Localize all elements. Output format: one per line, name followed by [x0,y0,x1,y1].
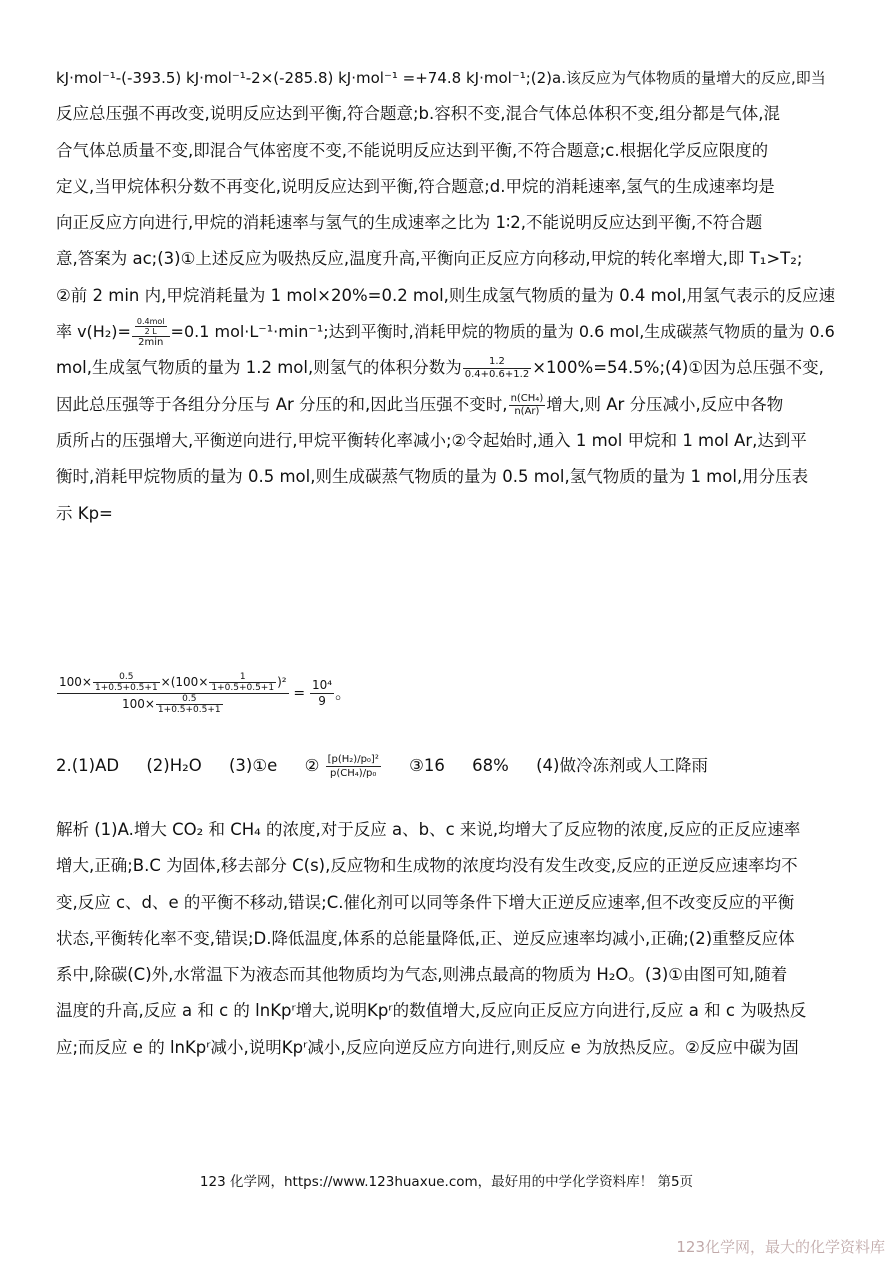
solution-paragraph-1 [56,60,838,532]
kp-result [310,678,334,709]
answer-1: 2.(1)AD [56,756,120,775]
kp-c-num: 0.5 [156,694,223,705]
answer-6: 68% [472,756,509,775]
text-line: 质所占的压强增大,平衡逆向进行,甲烷平衡转化率减小;②令起始时,通入 1 mol 甲烷和 1 mol Ar,达到平 [56,430,807,450]
rate-line [56,314,838,350]
kp-b-num: 1 [209,672,276,683]
kp-b-den: 1+0.5+0.5+1 [211,683,275,693]
answer-4-den: p(CH₄)/p₀ [330,768,377,779]
kp-c-den: 1+0.5+0.5+1 [157,705,221,715]
kp-b-close: )² [277,675,287,689]
mole-ratio-num: n(CH₄) [510,392,544,404]
analysis-paragraph [56,812,838,1066]
kp-c-coef: 100× [121,697,155,711]
rate-post: =0.1 mol·L⁻¹·min⁻¹;达到平衡时,消耗甲烷的物质的量为 0.6 mol,生成碳蒸气物质的量为 0.6 [170,322,835,342]
text-line: kJ·mol⁻¹-(-393.5) kJ·mol⁻¹-2×(-285.8) kJ·mol⁻¹ =+74.8 kJ·mol⁻¹;(2)a.该反应为气体物质的量增大的反应,即当 [56,69,826,87]
text-line: 示 Kp= [56,503,113,523]
mole-ratio [509,393,546,418]
text-line: 合气体总质量不变,即混合气体密度不变,不能说明反应达到平衡,不符合题意;c.根据化学反应限度的 [56,140,769,160]
hydrogen-fraction [463,356,531,381]
kp-expression: 100× $\frac{0.5}{1+0.5+0.5+1}$ ×(100× $\frac{1}{1+0.5+0.5+1}$ )² 100× $\frac{0.5}{1+0.5+0.5+1}$ = $\frac{\text{10⁴}}{9}$ 。 [59,672,352,715]
kp-result-num: 10⁴ [311,678,333,692]
answer-4-prefix: ② [304,756,320,775]
kp-end: 。 [335,683,352,703]
fraction-line [56,350,838,386]
answer-4-fraction [326,753,381,780]
text-line: ②前 2 min 内,甲烷消耗量为 1 mol×20%=0.2 mol,则生成氢气物质的量为 0.4 mol,用氢气表示的反应速 [56,285,836,305]
kp-a-coef: 100× [59,675,92,689]
rate-pre: 率 v(H₂)= [56,322,131,342]
ratio-post: 增大,则 Ar 分压减小,反应中各物 [546,394,784,414]
ratio-pre: 因此总压强等于各组分分压与 Ar 分压的和,因此当压强不变时, [56,394,508,414]
text-line: 解析 (1)A.增大 CO₂ 和 CH₄ 的浓度,对于反应 a、b、c 来说,均增大了反应物的浓度,反应的正反应速率 [56,820,801,839]
text-line: 衡时,消耗甲烷物质的量为 0.5 mol,则生成碳蒸气物质的量为 0.5 mol,氢气物质的量为 1 mol,用分压表 [56,467,809,487]
kp-a-num: 0.5 [93,672,160,683]
frac-post: ×100%=54.5%;(4)①因为总压强不变, [532,358,824,378]
watermark: 123化学网，最大的化学资料库 [676,1238,885,1256]
rate-den: 2min [138,336,164,348]
mole-ratio-den: n(Ar) [514,405,540,417]
page-footer: 123 化学网，https://www.123huaxue.com，最好用的中学化学资料库！ 第5页 [199,1174,694,1190]
hydrogen-fraction-den: 0.4+0.6+1.2 [464,369,530,381]
text-line: 向正反应方向进行,甲烷的消耗速率与氢气的生成速率之比为 1∶2,不能说明反应达到平衡,不符合题 [56,213,763,233]
text-line: 反应总压强不再改变,说明反应达到平衡,符合题意;b.容积不变,混合气体总体积不变,组分都是气体,混 [56,104,781,124]
answer-5: ③16 [409,756,445,775]
rate-num-num: 0.4mol [136,316,165,326]
answer-2: (2)H₂O [146,756,202,775]
kp-b-open: ×(100× [160,675,209,689]
text-line: 温度的升高,反应 a 和 c 的 lnKpʳ增大,说明Kpʳ的数值增大,反应向正反应方向进行,反应 a 和 c 为吸热反 [56,1001,807,1021]
text-line: 应;而反应 e 的 lnKpʳ减小,说明Kpʳ减小,反应向逆反应方向进行,则反应 e 为放热反应。②反应中碳为固 [56,1037,799,1057]
rate-fraction [132,317,170,349]
text-line: 意,答案为 ac;(3)①上述反应为吸热反应,温度升高,平衡向正反应方向移动,甲烷的转化率增大,即 T₁>T₂; [56,249,803,269]
kp-result-den: 9 [318,694,326,708]
text-line: 定义,当甲烷体积分数不再变化,说明反应达到平衡,符合题意;d.甲烷的消耗速率,氢气的生成速率均是 [56,176,775,196]
ratio-line [56,387,838,423]
text-line: 变,反应 c、d、e 的平衡不移动,错误;C.催化剂可以同等条件下增大正逆反应速率,但不改变反应的平衡 [56,892,795,912]
text-line: 状态,平衡转化率不变,错误;D.降低温度,体系的总能量降低,正、逆反应速率均减小,正确;(2)重整反应体 [56,928,795,948]
kp-a-den: 1+0.5+0.5+1 [94,683,158,693]
text-line: 系中,除碳(C)外,水常温下为液态而其他物质均为气态,则沸点最高的物质为 H₂O。(3)①由图可知,随着 [56,965,788,985]
text-line: 增大,正确;B.C 为固体,移去部分 C(s),反应物和生成物的浓度均没有发生改变,反应的正逆反应速率均不 [56,856,798,876]
kp-main-fraction [57,672,289,715]
hydrogen-fraction-num: 1.2 [463,356,531,369]
answer-3: (3)①e [229,756,278,775]
answer-4-num: [p(H₂)/p₀]² [327,754,379,765]
answer-7: (4)做冷冻剂或人工降雨 [536,756,708,775]
frac-pre: mol,生成氢气物质的量为 1.2 mol,则氢气的体积分数为 [56,358,462,378]
rate-num-den: 2 L [144,326,157,336]
answer-line [56,752,708,780]
